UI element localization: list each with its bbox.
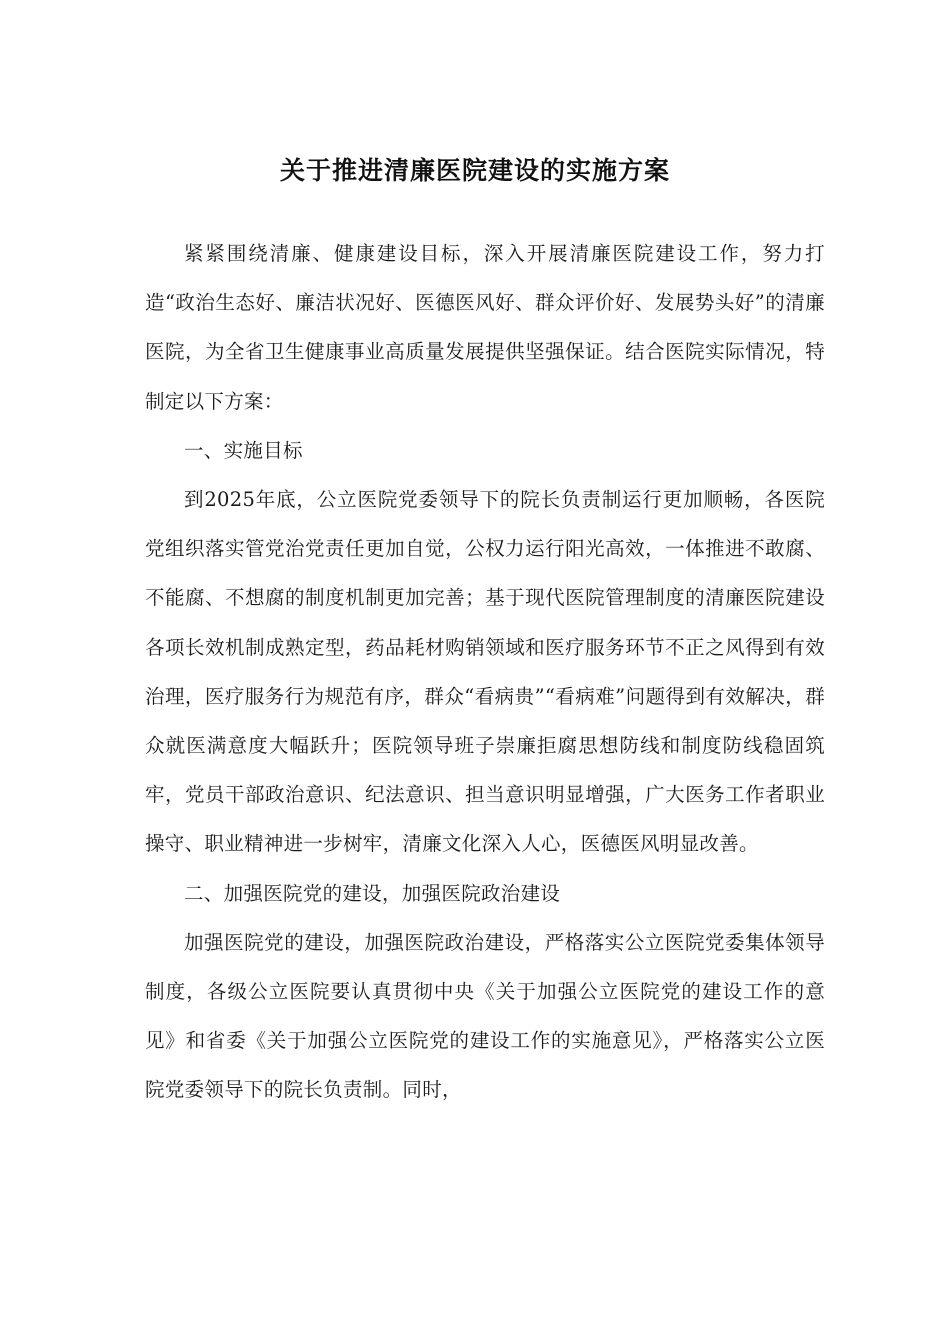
section-heading-goals: 一、实施目标 — [184, 438, 303, 462]
paragraph-intro: 紧紧围绕清廉、健康建设目标，深入开展清廉医院建设工作，努力打造“政治生态好、廉洁状况好、医德医风好、群众评价好、发展势头好”的清廉医院，为全省卫生健康事业高质量发展提供坚强保证。结合医院实际情况，特制定以下方案： — [145, 242, 825, 413]
section-heading-party-building: 二、加强医院党的建设，加强医院政治建设 — [184, 881, 561, 905]
paragraph-goals: 到2025年底，公立医院党委领导下的院长负责制运行更加顺畅，各医院党组织落实管党治党责任更加自觉，公权力运行阳光高效，一体推进不敢腐、不能腐、不想腐的制度机制更加完善；基于现代医院管理制度的清廉医院建设各项长效机制成熟定型，药品耗材购销领域和医疗服务环节不正之风得到有效治理，医疗服务行为规范有序，群众“看病贵”“看病难”问题得到有效解决，群众就医满意度大幅跃升；医院领导班子崇廉拒腐思想防线和制度防线稳固筑牢，党员干部政治意识、纪法意识、担当意识明显增强，广大医务工作者职业操守、职业精神进一步树牢，清廉文化深入人心，医德医风明显改善。 — [145, 488, 825, 856]
paragraph-party-building: 加强医院党的建设，加强医院政治建设，严格落实公立医院党委集体领导制度，各级公立医院要认真贯彻中央《关于加强公立医院党的建设工作的意见》和省委《关于加强公立医院党的建设工作的实施意见》，严格落实公立医院党委领导下的院长负责制。同时， — [145, 930, 825, 1102]
document-title: 关于推进清廉医院建设的实施方案 — [279, 155, 670, 185]
document-body — [145, 229, 825, 1115]
